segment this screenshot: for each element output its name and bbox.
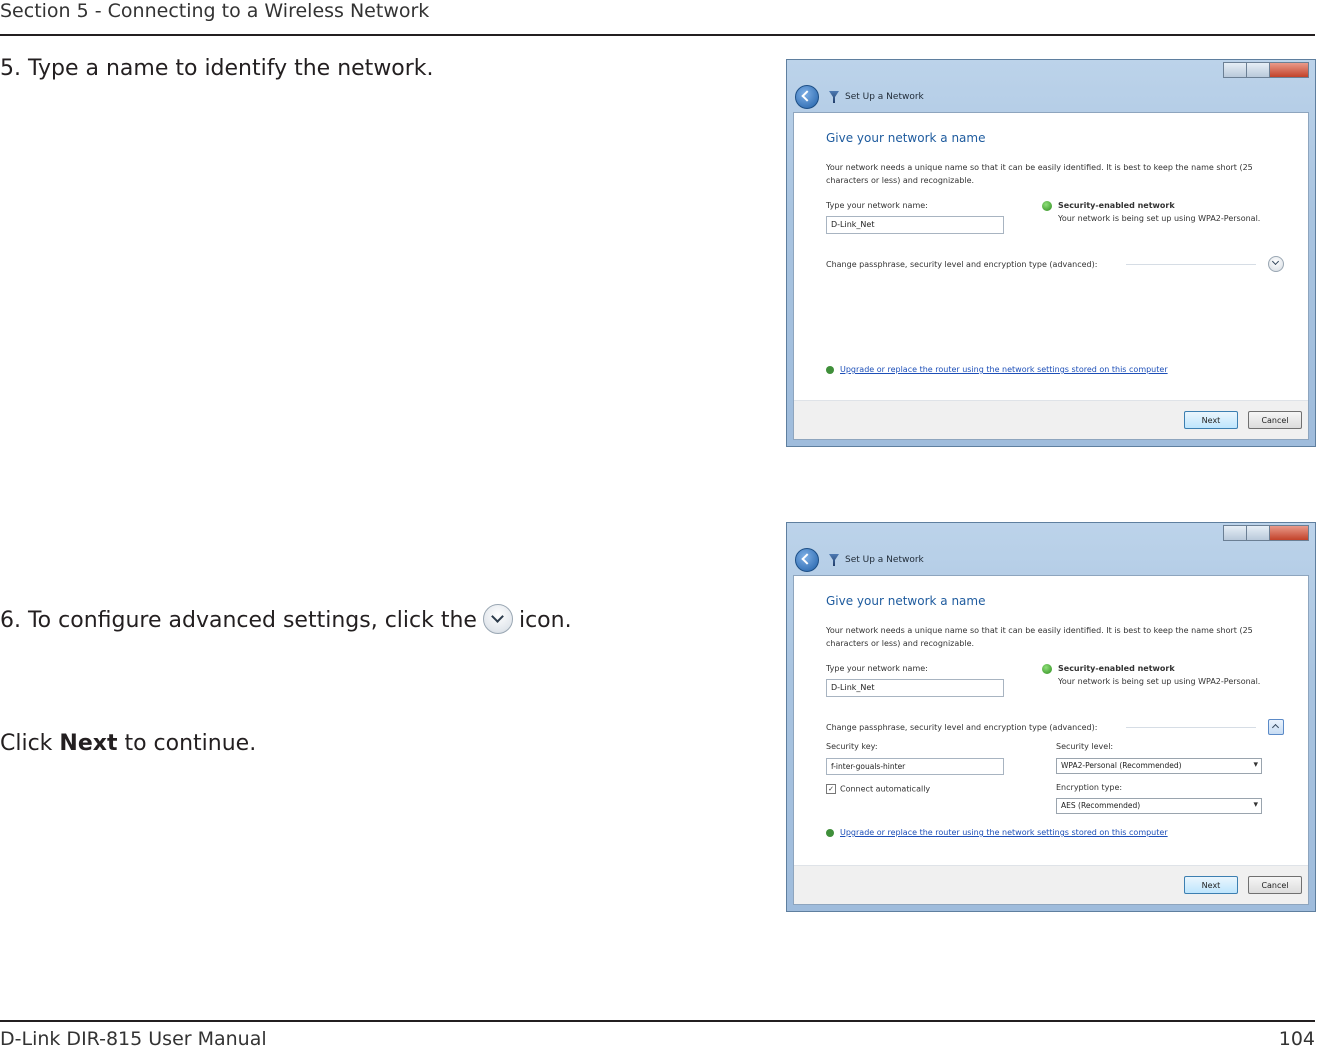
encryption-type-label: Encryption type: bbox=[1056, 783, 1123, 792]
network-name-input[interactable]: D-Link_Net bbox=[826, 216, 1004, 234]
upgrade-router-link[interactable] bbox=[826, 365, 1168, 374]
cancel-button[interactable]: Cancel bbox=[1248, 411, 1302, 429]
close-button[interactable] bbox=[1269, 525, 1309, 541]
security-description: Your network is being set up using WPA2-Personal. bbox=[1058, 214, 1261, 223]
dialog-description bbox=[826, 161, 1296, 187]
next-button[interactable]: Next bbox=[1184, 411, 1238, 429]
section-header: Section 5 - Connecting to a Wireless Network bbox=[0, 0, 430, 22]
advanced-divider bbox=[1126, 264, 1256, 265]
window-controls bbox=[1224, 62, 1309, 78]
settings-icon bbox=[826, 829, 834, 837]
description-line-2: characters or less) and recognizable. bbox=[826, 639, 975, 648]
window-title: Set Up a Network bbox=[845, 92, 924, 102]
click-next-bold: Next bbox=[59, 731, 118, 756]
cancel-button[interactable]: Cancel bbox=[1248, 876, 1302, 894]
upgrade-router-link-text: Upgrade or replace the router using the network settings stored on this computer bbox=[840, 365, 1168, 374]
advanced-label: Change passphrase, security level and encryption type (advanced): bbox=[826, 723, 1098, 732]
dialog-heading: Give your network a name bbox=[826, 594, 986, 608]
dialog-heading: Give your network a name bbox=[826, 131, 986, 145]
security-title: Security-enabled network bbox=[1058, 664, 1175, 673]
window-nav bbox=[795, 547, 924, 573]
network-name-label: Type your network name: bbox=[826, 664, 928, 673]
description-line-1: Your network needs a unique name so that it can be easily identified. It is best to keep the name short (25 bbox=[826, 626, 1253, 635]
step-6-post: icon. bbox=[518, 608, 572, 633]
step-6-text bbox=[0, 606, 572, 636]
dialog-footer bbox=[794, 865, 1308, 904]
back-arrow-icon[interactable] bbox=[795, 85, 819, 109]
minimize-button[interactable] bbox=[1223, 62, 1247, 78]
settings-icon bbox=[826, 366, 834, 374]
setup-network-dialog-1 bbox=[786, 59, 1316, 447]
security-title: Security-enabled network bbox=[1058, 201, 1175, 210]
advanced-label: Change passphrase, security level and encryption type (advanced): bbox=[826, 260, 1098, 269]
upgrade-router-link-text: Upgrade or replace the router using the network settings stored on this computer bbox=[840, 828, 1168, 837]
setup-network-dialog-2 bbox=[786, 522, 1316, 912]
step-5-text: 5. Type a name to identify the network. bbox=[0, 56, 434, 81]
description-line-1: Your network needs a unique name so that it can be easily identified. It is best to keep the name short (25 bbox=[826, 163, 1253, 172]
click-next-pre: Click bbox=[0, 731, 60, 756]
dialog-content bbox=[793, 112, 1309, 440]
security-level-label: Security level: bbox=[1056, 742, 1114, 751]
footer-rule bbox=[0, 1020, 1315, 1022]
maximize-button[interactable] bbox=[1246, 62, 1270, 78]
security-level-select[interactable]: WPA2-Personal (Recommended) ▾ bbox=[1056, 758, 1262, 774]
step-6-pre: 6. To configure advanced settings, click the bbox=[0, 608, 477, 633]
header-rule bbox=[0, 34, 1315, 36]
next-button[interactable]: Next bbox=[1184, 876, 1238, 894]
shield-icon bbox=[1042, 201, 1052, 211]
window-controls bbox=[1224, 525, 1309, 541]
click-next-text bbox=[0, 731, 256, 756]
upgrade-router-link[interactable] bbox=[826, 828, 1168, 837]
connect-automatically-row[interactable] bbox=[826, 784, 930, 794]
network-name-label: Type your network name: bbox=[826, 201, 928, 210]
close-button[interactable] bbox=[1269, 62, 1309, 78]
security-key-input[interactable]: f-inter-gouals-hinter bbox=[826, 758, 1004, 775]
dialog-content bbox=[793, 575, 1309, 905]
encryption-type-select[interactable]: AES (Recommended) ▾ bbox=[1056, 798, 1262, 814]
minimize-button[interactable] bbox=[1223, 525, 1247, 541]
connect-automatically-label: Connect automatically bbox=[840, 784, 931, 794]
network-icon bbox=[829, 91, 839, 103]
dialog-description bbox=[826, 624, 1296, 650]
dialog-footer bbox=[794, 400, 1308, 439]
description-line-2: characters or less) and recognizable. bbox=[826, 176, 975, 185]
window-nav bbox=[795, 84, 924, 110]
page-number: 104 bbox=[1278, 1028, 1315, 1050]
expand-advanced-chevron-icon[interactable] bbox=[1268, 256, 1284, 272]
click-next-post: to continue. bbox=[117, 731, 257, 756]
chevron-down-icon bbox=[483, 604, 513, 634]
shield-icon bbox=[1042, 664, 1052, 674]
window-title: Set Up a Network bbox=[845, 555, 924, 565]
maximize-button[interactable] bbox=[1246, 525, 1270, 541]
connect-automatically-checkbox[interactable]: ✓ bbox=[826, 784, 836, 794]
manual-title: D-Link DIR-815 User Manual bbox=[0, 1028, 267, 1050]
collapse-advanced-chevron-icon[interactable] bbox=[1268, 719, 1284, 735]
network-icon bbox=[829, 554, 839, 566]
advanced-divider bbox=[1126, 727, 1256, 728]
security-description: Your network is being set up using WPA2-Personal. bbox=[1058, 677, 1261, 686]
security-key-label: Security key: bbox=[826, 742, 878, 751]
network-name-input[interactable]: D-Link_Net bbox=[826, 679, 1004, 697]
back-arrow-icon[interactable] bbox=[795, 548, 819, 572]
